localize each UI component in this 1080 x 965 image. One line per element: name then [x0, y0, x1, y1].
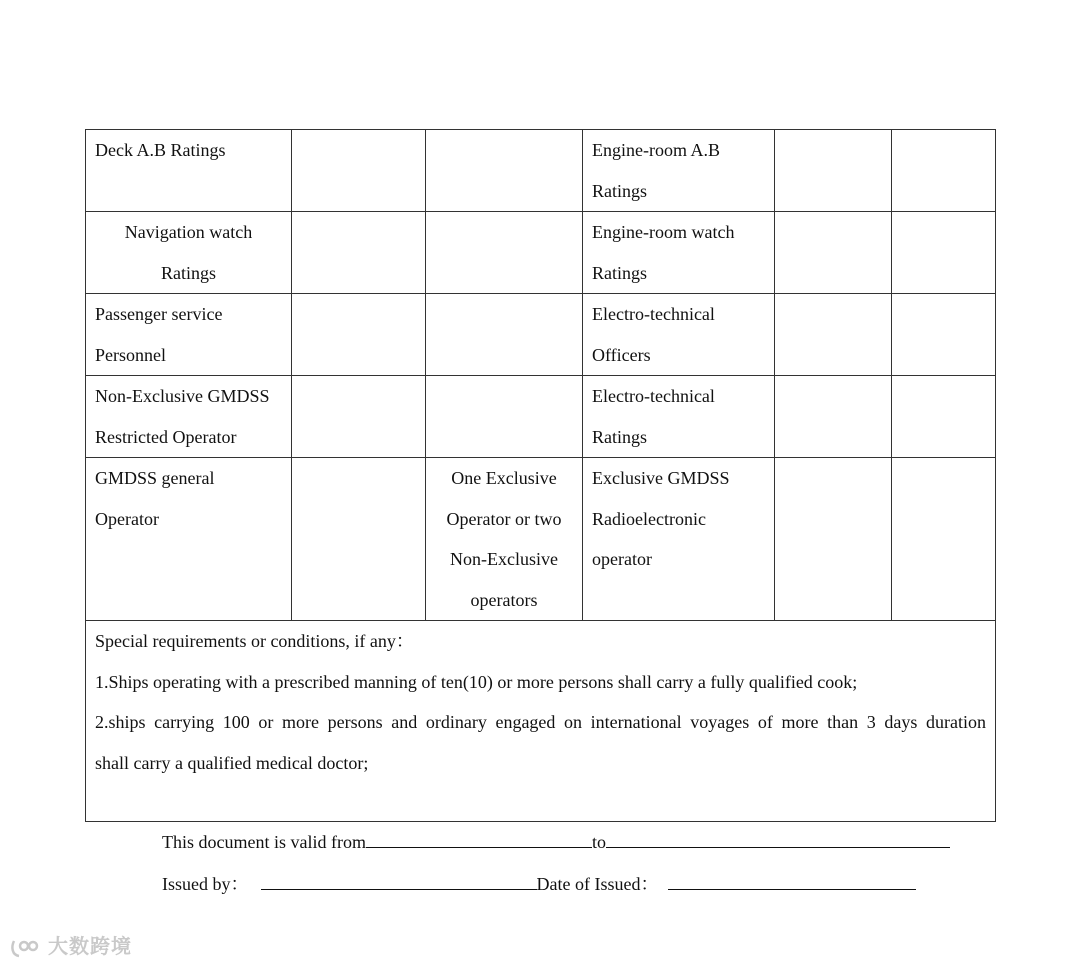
middle-note-cell: [426, 294, 583, 376]
right-value-cell: [775, 212, 892, 294]
watermark-text: 大数跨境: [47, 934, 132, 958]
right-extra-cell: [892, 458, 996, 621]
left-value-cell: [292, 458, 426, 621]
watermark: [10, 930, 132, 959]
right-label: Electro-technical Ratings: [583, 376, 775, 458]
left-value-cell: [292, 294, 426, 376]
right-label: Engine-room watch Ratings: [583, 212, 775, 294]
left-label: GMDSS general Operator: [86, 458, 292, 621]
table-row: [86, 212, 996, 294]
manning-table: [85, 129, 996, 822]
right-value-cell: [775, 294, 892, 376]
right-extra-cell: [892, 130, 996, 212]
issuance-line: [162, 870, 916, 896]
left-value-cell: [292, 212, 426, 294]
valid-to-blank: [606, 829, 950, 848]
notes-item-2-line-1: 2.ships carrying 100 or more persons and ordinary engaged on international voyages of more than 3 days duration: [95, 712, 986, 732]
table-row: [86, 294, 996, 376]
right-extra-cell: [892, 294, 996, 376]
right-label: Exclusive GMDSS Radioelectronic operator: [583, 458, 775, 621]
right-label: Electro-technical Officers: [583, 294, 775, 376]
right-value-cell: [775, 458, 892, 621]
middle-note-cell: [426, 212, 583, 294]
table-row: [86, 130, 996, 212]
notes-row: [86, 621, 996, 822]
middle-note-cell: [426, 376, 583, 458]
left-label: Non-Exclusive GMDSS Restricted Operator: [86, 376, 292, 458]
left-value-cell: [292, 376, 426, 458]
left-label: Passenger service Personnel: [86, 294, 292, 376]
notes-item-1: 1.Ships operating with a prescribed manning of ten(10) or more persons shall carry a fully qualified cook;: [95, 671, 858, 692]
right-extra-cell: [892, 376, 996, 458]
middle-note-cell: [426, 130, 583, 212]
right-label: Engine-room A.B Ratings: [583, 130, 775, 212]
issued-by-blank: [261, 871, 537, 890]
special-requirements-cell: [86, 621, 996, 822]
valid-from-blank: [366, 829, 592, 848]
issued-by-label: Issued by：: [162, 874, 249, 894]
valid-from-label: This document is valid from: [162, 832, 366, 852]
left-label: Navigation watch Ratings: [86, 212, 292, 294]
left-label: Deck A.B Ratings: [86, 130, 292, 212]
right-value-cell: [775, 376, 892, 458]
table-row: [86, 376, 996, 458]
notes-item-2-line-2: shall carry a qualified medical doctor;: [95, 752, 369, 773]
validity-line: [162, 829, 950, 853]
date-issued-blank: [668, 871, 916, 890]
right-value-cell: [775, 130, 892, 212]
table-row: [86, 458, 996, 621]
date-issued-label: Date of Issued：: [536, 874, 659, 894]
middle-note-cell: One Exclusive Operator or two Non-Exclusive operators: [426, 458, 583, 621]
left-value-cell: [292, 130, 426, 212]
watermark-logo-icon: [10, 937, 40, 959]
right-extra-cell: [892, 212, 996, 294]
manning-document: [85, 129, 995, 822]
notes-heading: Special requirements or conditions, if any：: [95, 631, 414, 651]
to-label: to: [591, 832, 606, 852]
